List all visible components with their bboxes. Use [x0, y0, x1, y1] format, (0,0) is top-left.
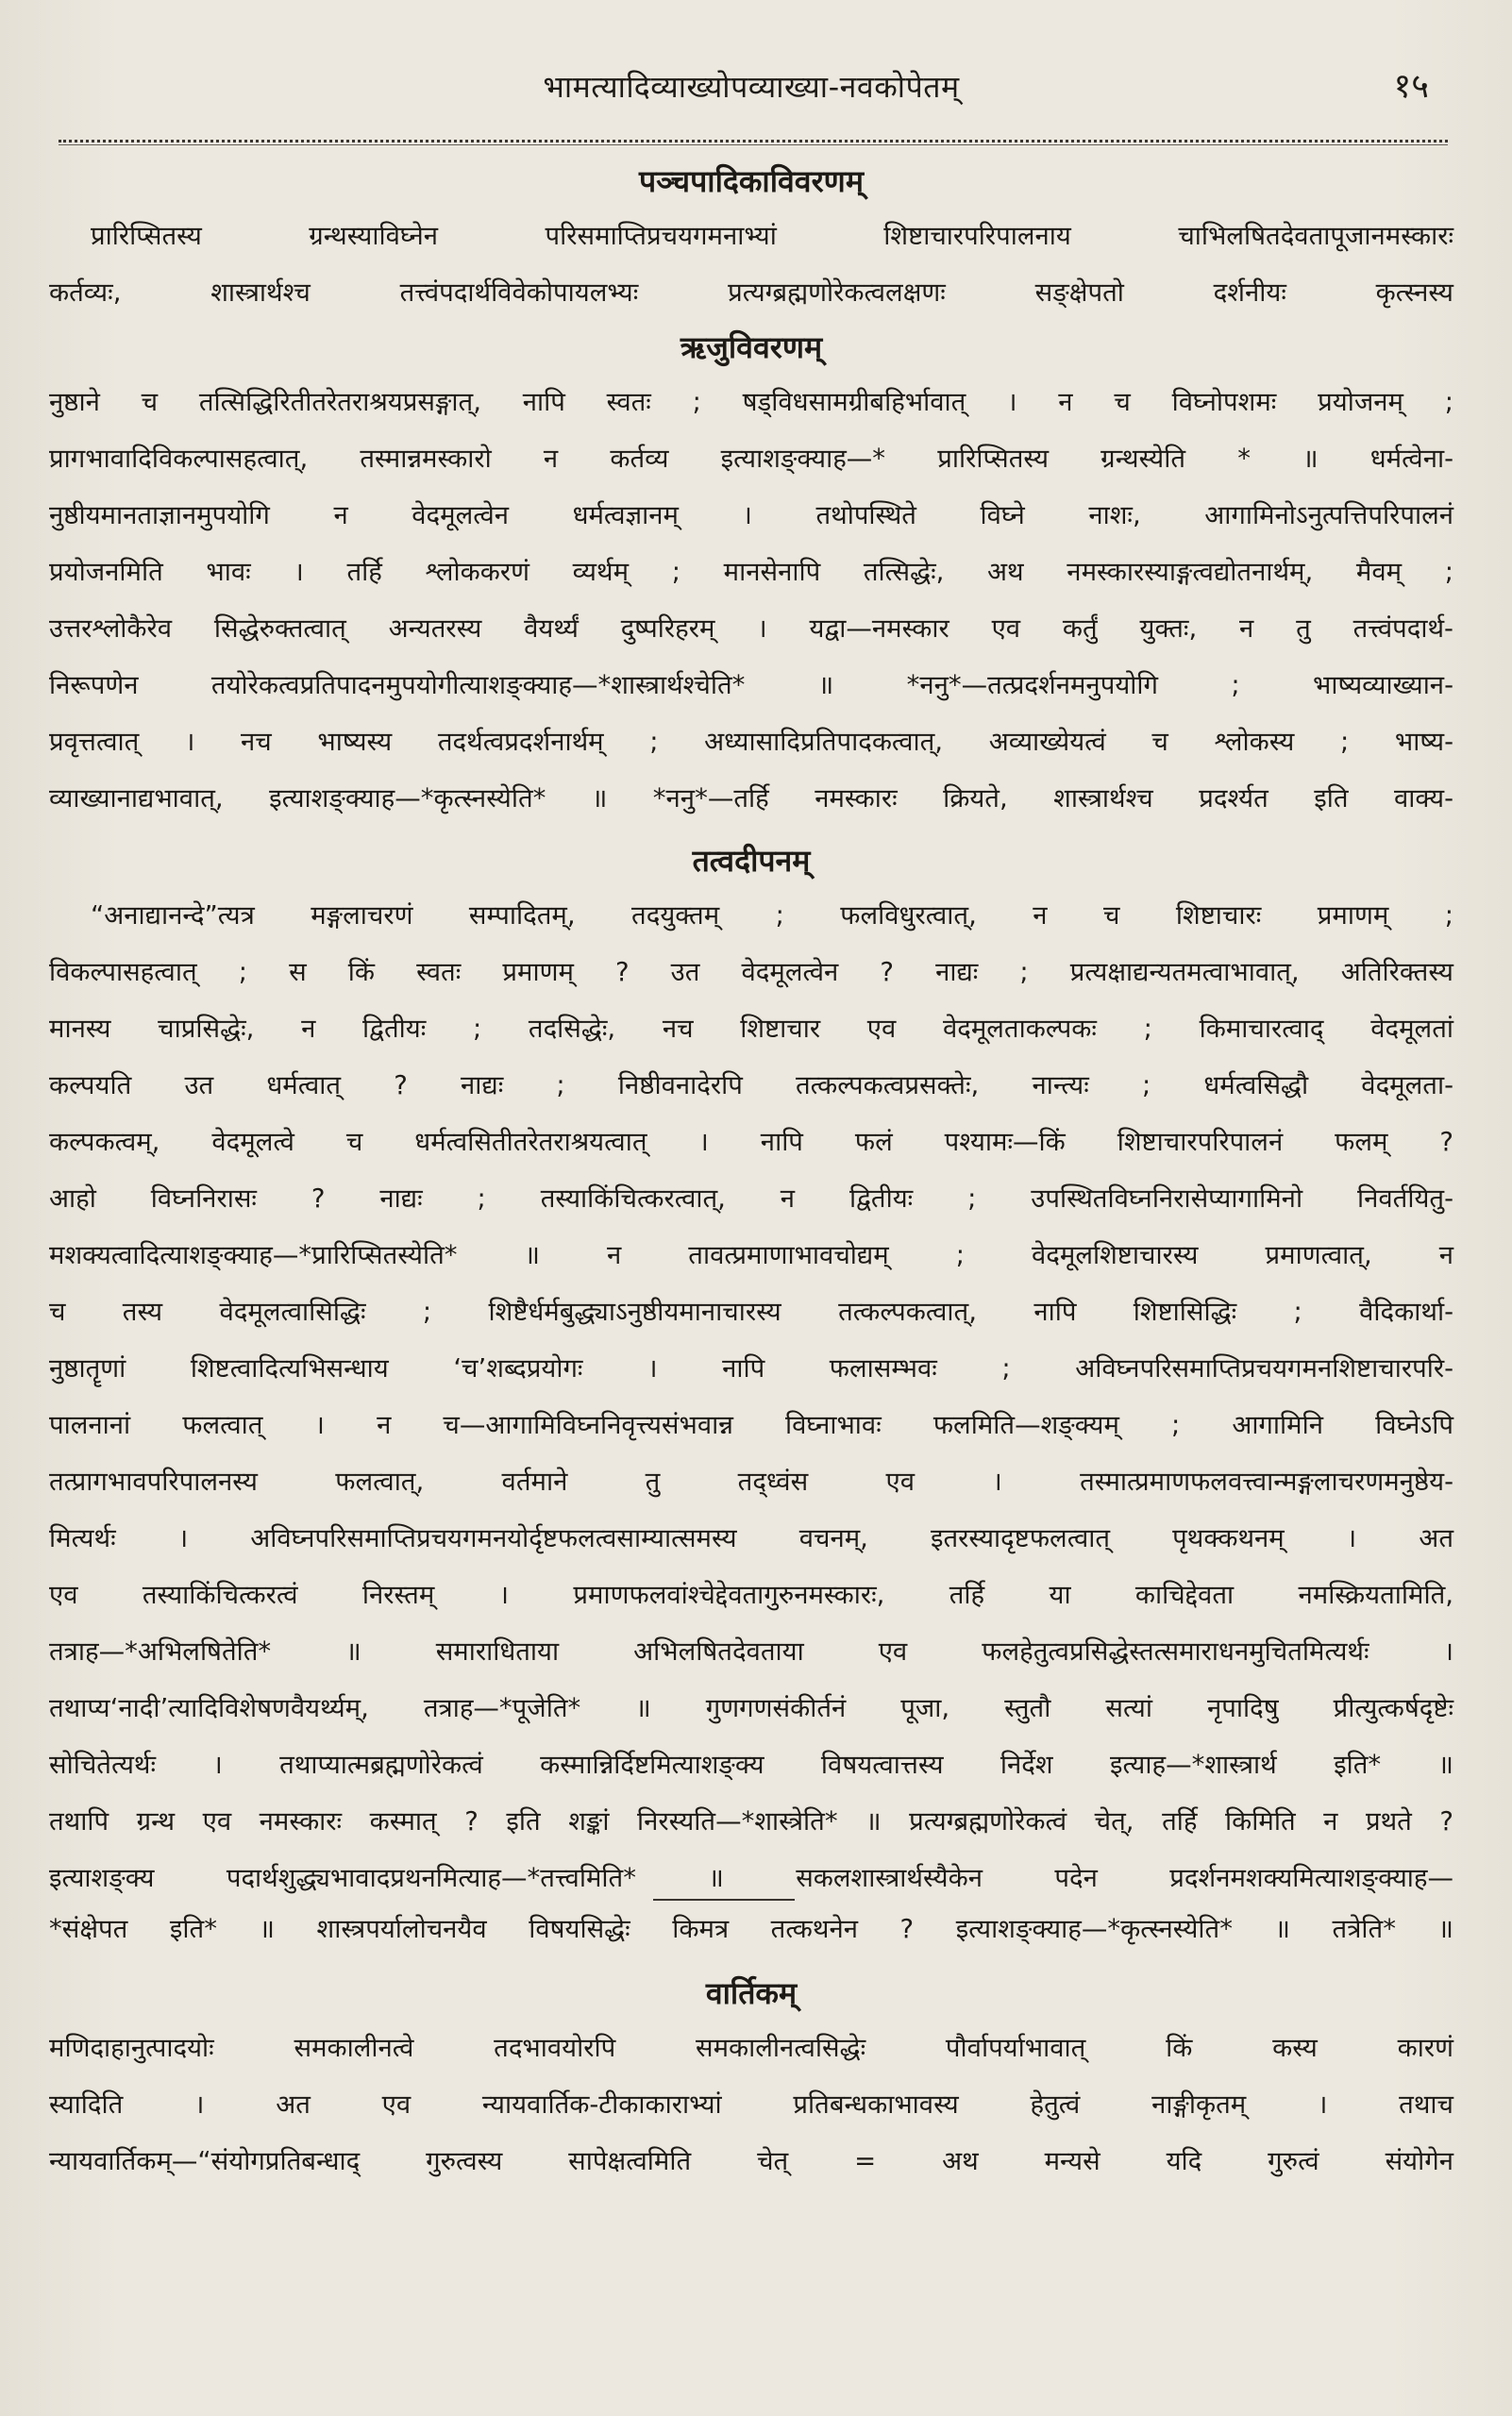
page-number: १५ [1393, 67, 1429, 106]
text-line: सोचितेत्यर्थः । तथाप्यात्मब्रह्मणोरेकत्वं कस्मान्निर्दिष्टमित्याशङ्क्य विषयत्वात्तस्य निर्देश इत्याह—*शास्त्रार्थ इति* ॥ [49, 1750, 1453, 1780]
text-line: मणिदाहानुत्पादयोः समकालीनत्वे तदभावयोरपि समकालीनत्वसिद्धेः पौर्वापर्याभावात् किं कस्य कारणं [49, 2033, 1453, 2063]
section-tattva-dipanam [49, 834, 1453, 1957]
text-line: नुष्ठातॄणां शिष्टत्वादित्यभिसन्धाय ‘च’शब्दप्रयोगः । नापि फलासम्भवः ; अविघ्नपरिसमाप्तिप्रचयगमनशिष्टाचारपरि- [49, 1353, 1453, 1384]
text-line: स्यादिति । अत एव न्यायवार्तिक-टीकाकाराभ्यां प्रतिबन्धकाभावस्य हेतुत्वं नाङ्गीकृतम् । तथाच [49, 2089, 1453, 2120]
text-line: प्रारिप्सितस्य ग्रन्थस्याविघ्नेन परिसमाप्तिप्रचयगमनाभ्यां शिष्टाचारपरिपालनाय चाभिलषितदेवतापूजानमस्कारः [91, 221, 1453, 251]
section-heading: पञ्चपादिकाविवरणम् [639, 163, 864, 199]
text-line: *संक्षेपत इति* ॥ शास्त्रपर्यालोचनयैव विषयसिद्धेः किमत्र तत्कथनेन ? इत्याशङ्क्याह—*कृत्स्नस्येति* ॥ तत्रेति* ॥ [49, 1914, 1453, 1944]
text-line: उत्तरश्लोकैरेव सिद्धेरुक्तत्वात् अन्यतरस्य वैयर्थ्यं दुष्परिहरम् । यद्वा—नमस्कार एव कर्तुं युक्तः, न तु तत्त्वंपदार्थ- [49, 613, 1453, 644]
text-line: कल्पयति उत धर्मत्वात् ? नाद्यः ; निष्ठीवनादेरपि तत्कल्पकत्वप्रसक्तेः, नान्त्यः ; धर्मत्वसिद्धौ वेदमूलता- [49, 1070, 1453, 1100]
running-title: भामत्यादिव्याख्योपव्याख्या-नवकोपेतम् [543, 69, 960, 105]
text-line: मशक्यत्वादित्याशङ्क्याह—*प्रारिप्सितस्येति* ॥ न तावत्प्रमाणाभावचोद्यम् ; वेदमूलशिष्टाचारस्य प्रमाणत्वात्, न [49, 1240, 1453, 1270]
text-line: न्यायवार्तिकम्—“संयोगप्रतिबन्धाद् गुरुत्वस्य सापेक्षत्वमिति चेत् = अथ मन्यसे यदि गुरुत्वं संयोगेन [49, 2146, 1453, 2176]
text-line: निरूपणेन तयोरेकत्वप्रतिपादनमुपयोगीत्याशङ्क्याह—*शास्त्रार्थश्चेति* ॥ *ननु*—तत्प्रदर्शनमनुपयोगि ; भाष्यव्याख्यान- [49, 670, 1453, 700]
text-line: इत्याशङ्क्य पदार्थशुद्ध्यभावादप्रथनमित्याह—*तत्त्वमिति* ॥ सकलशास्त्रार्थस्यैकेन पदेन प्रदर्शनमशक्यमित्याशङ्क्याह— [49, 1863, 1453, 1893]
text-line: मानस्य चाप्रसिद्धेः, न द्वितीयः ; तदसिद्धेः, नच शिष्टाचार एव वेदमूलताकल्पकः ; किमाचारत्वाद् वेदमूलतां [49, 1014, 1453, 1044]
text-line: आहो विघ्ननिरासः ? नाद्यः ; तस्याकिंचित्करत्वात्, न द्वितीयः ; उपस्थितविघ्ननिरासेप्यागामिनो निवर्तयितु- [49, 1183, 1453, 1214]
text-line: पालनानां फलत्वात् । न च—आगामिविघ्ननिवृत्त्यसंभवान्न विघ्नाभावः फलमिति—शङ्क्यम् ; आगामिनि विघ्नेऽपि [49, 1410, 1453, 1440]
section-vartikam [49, 1967, 1453, 2190]
section-heading: वार्तिकम् [705, 1975, 798, 2011]
header-rule [59, 140, 1448, 145]
text-line: च तस्य वेदमूलत्वासिद्धिः ; शिष्टैर्धर्मबुद्ध्याऽनुष्ठीयमानाचारस्य तत्कल्पकत्वात्, नापि शिष्टासिद्धिः ; वैदिकार्था- [49, 1297, 1453, 1327]
text-line: विकल्पासहत्वात् ; स किं स्वतः प्रमाणम् ? उत वेदमूलत्वेन ? नाद्यः ; प्रत्यक्षाद्यन्यतमत्वाभावात्, अतिरिक्तस्य [49, 957, 1453, 987]
section-panchapadika-vivaranam [49, 155, 1453, 321]
text-line: तत्राह—*अभिलषितेति* ॥ समाराधिताया अभिलषितदेवताया एव फलहेतुत्वप्रसिद्धेस्तत्समाराधनमुचितमित्यर्थः । [49, 1636, 1453, 1667]
text-line: एव तस्याकिंचित्करत्वं निरस्तम् । प्रमाणफलवांश्चेद्देवतागुरुनमस्कारः, तर्हि या काचिद्देवता नमस्क्रियतामिति, [49, 1580, 1453, 1610]
text-line: कल्पकत्वम्, वेदमूलत्वे च धर्मत्वसितीतरेतराश्रयत्वात् । नापि फलं पश्यामः—किं शिष्टाचारपरिपालनं फलम् ? [49, 1127, 1453, 1157]
text-line: प्रयोजनमिति भावः । तर्हि श्लोककरणं व्यर्थम् ; मानसेनापि तत्सिद्धेः, अथ नमस्कारस्याङ्गत्वद्योतनार्थम्, मैवम् ; [49, 557, 1453, 587]
text-line: कर्तव्यः, शास्त्रार्थश्च तत्त्वंपदार्थविवेकोपायलभ्यः प्रत्यग्ब्रह्मणोरेकत्वलक्षणः सङ्क्षेपतो दर्शनीयः कृत्स्नस्य [49, 277, 1453, 308]
text-line: तथापि ग्रन्थ एव नमस्कारः कस्मात् ? इति शङ्कां निरस्यति—*शास्त्रेति* ॥ प्रत्यग्ब्रह्मणोरेकत्वं चेत्, तर्हि किमिति न प्रथते ? [49, 1806, 1453, 1837]
section-heading: ऋजुविवरणम् [680, 329, 823, 365]
text-line: “अनाद्यानन्दे”त्यत्र मङ्गलाचरणं सम्पादितम्, तदयुक्तम् ; फलविधुरत्वात्, न च शिष्टाचारः प्रमाणम् ; [91, 900, 1453, 931]
section-rju-vivaranam [49, 321, 1453, 827]
text-line: व्याख्यानाद्यभावात्, इत्याशङ्क्याह—*कृत्स्नस्येति* ॥ *ननु*—तर्हि नमस्कारः क्रियते, शास्त्रार्थश्च प्रदर्श्यत इति वाक्य- [49, 783, 1453, 814]
text-line: तत्प्रागभावपरिपालनस्य फलत्वात्, वर्तमाने तु तद्ध्वंस एव । तस्मात्प्रमाणफलवत्त्वान्मङ्गलाचरणमनुष्ठेय- [49, 1467, 1453, 1497]
text-line: प्रवृत्तत्वात् । नच भाष्यस्य तदर्थत्वप्रदर्शनार्थम् ; अध्यासादिप्रतिपादकत्वात्, अव्याख्येयत्वं च श्लोकस्य ; भाष्य- [49, 727, 1453, 757]
text-line: नुष्ठीयमानताज्ञानमुपयोगि न वेदमूलत्वेन धर्मत्वज्ञानम् । तथोपस्थिते विघ्ने नाशः, आगामिनोऽनुत्पत्तिपरिपालनं [49, 500, 1453, 530]
section-heading: तत्वदीपनम् [692, 843, 811, 879]
text-line: तथाप्य‘नादी’त्यादिविशेषणवैयर्थ्यम्, तत्राह—*पूजेति* ॥ गुणगणसंकीर्तनं पूजा, स्तुतौ सत्यां नृपादिषु प्रीत्युत्कर्षदृष्टेः [49, 1693, 1453, 1723]
text-line: मित्यर्थः । अविघ्नपरिसमाप्तिप्रचयगमनयोर्दृष्टफलत्वसाम्यात्समस्य वचनम्, इतरस्यादृष्टफलत्वात् पृथक्कथनम् । अत [49, 1523, 1453, 1553]
text-line: नुष्ठाने च तत्सिद्धिरितीतरेतराश्रयप्रसङ्गात्, नापि स्वतः ; षड्विधसामग्रीबहिर्भावात् । न च विघ्नोपशमः प्रयोजनम् ; [49, 387, 1453, 417]
running-header [49, 59, 1453, 115]
text-line: प्रागभावादिविकल्पासहत्वात्, तस्मान्नमस्कारो न कर्तव्य इत्याशङ्क्याह—* प्रारिप्सितस्य ग्रन्थस्येति * ॥ धर्मत्वेना- [49, 444, 1453, 474]
